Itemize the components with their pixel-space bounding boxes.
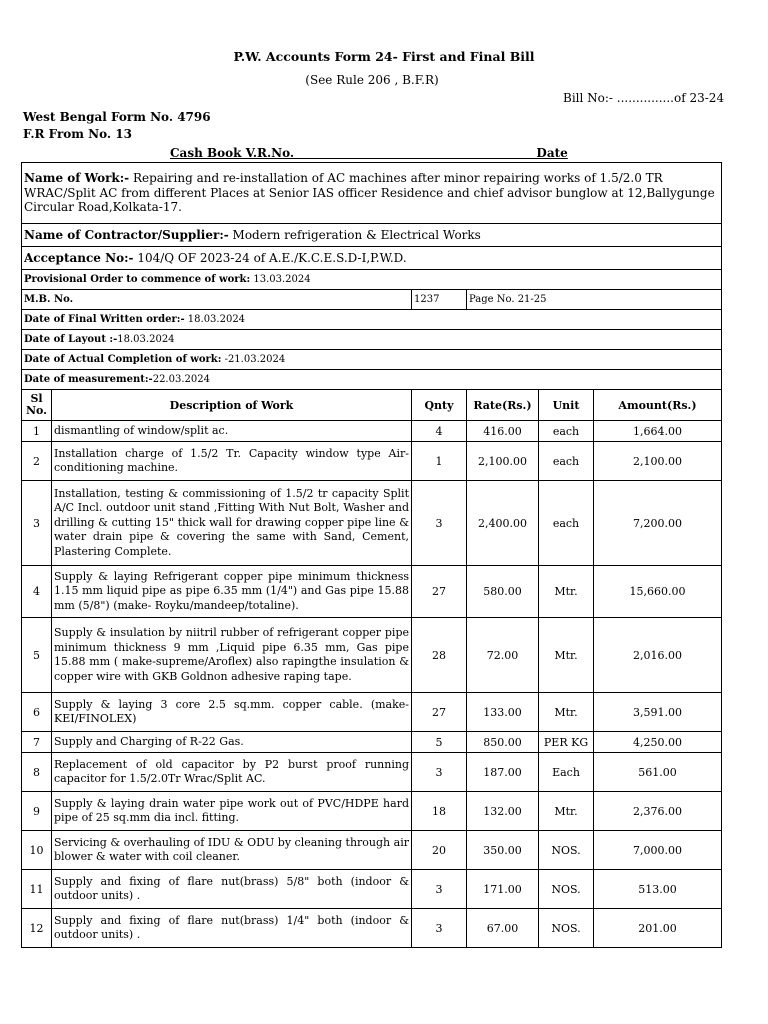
- item-sl-no: 1: [22, 421, 52, 442]
- contractor-row: [22, 224, 722, 247]
- item-amount: 3,591.00: [594, 693, 722, 732]
- item-amount: 2,016.00: [594, 618, 722, 693]
- item-description: Servicing & overhauling of IDU & ODU by cleaning through air blower & water with coil cleaner.: [52, 831, 412, 870]
- item-row: [22, 618, 722, 693]
- item-rate: 416.00: [467, 421, 539, 442]
- acceptance-cell: [22, 247, 722, 270]
- provisional-order-label: Provisional Order to commence of work:: [24, 274, 251, 285]
- item-qty: 27: [412, 693, 467, 732]
- item-description: Supply & laying 3 core 2.5 sq.mm. copper cable. (make-KEI/FINOLEX): [52, 693, 412, 732]
- item-amount: 7,200.00: [594, 481, 722, 566]
- item-sl-no: 9: [22, 792, 52, 831]
- item-qty: 4: [412, 421, 467, 442]
- item-qty: 3: [412, 481, 467, 566]
- item-unit: Mtr.: [539, 618, 594, 693]
- completion-date-value: -21.03.2024: [221, 354, 286, 365]
- item-unit: NOS.: [539, 831, 594, 870]
- item-rate: 72.00: [467, 618, 539, 693]
- mb-label: M.B. No.: [24, 294, 74, 305]
- item-amount: 2,100.00: [594, 442, 722, 481]
- item-description: Supply & laying Refrigerant copper pipe minimum thickness 1.15 mm liquid pipe as pipe 6.35 mm (1/4") and Gas pipe 15.88 mm (5/8") (make- Royku/mandeep/totaline).: [52, 566, 412, 618]
- name-of-work-value: Repairing and re-installation of AC machines after minor repairing works of 1.5/2.0 TR WRAC/Split AC from different Places at Senior IAS officer Residence and chief advisor bunglow at 12,Ballygunge Circular Road,Kolkata-17.: [24, 171, 715, 215]
- item-description: Supply & insulation by niitril rubber of refrigerant copper pipe minimum thickness 9 mm ,Liquid pipe 6.35 mm, Gas pipe 15.88 mm ( make-supreme/Aroflex) also rapingthe insulation & copper wire with GKB Goldnon adhesive raping tape.: [52, 618, 412, 693]
- item-sl-no: 4: [22, 566, 52, 618]
- acceptance-label: Acceptance No:-: [24, 250, 134, 265]
- item-amount: 15,660.00: [594, 566, 722, 618]
- form-title: P.W. Accounts Form 24- First and Final Bill: [233, 49, 535, 64]
- item-unit: NOS.: [539, 909, 594, 948]
- item-unit: each: [539, 481, 594, 566]
- layout-date-value: 18.03.2024: [117, 334, 175, 345]
- col-header-unit: Unit: [539, 390, 594, 421]
- col-header-description: Description of Work: [52, 390, 412, 421]
- acceptance-row: [22, 247, 722, 270]
- item-row: [22, 870, 722, 909]
- name-of-work-row: [22, 163, 722, 224]
- mb-row: [22, 290, 722, 310]
- layout-date-cell: [22, 330, 722, 350]
- item-unit: Mtr.: [539, 792, 594, 831]
- col-header-rate: Rate(Rs.): [467, 390, 539, 421]
- measurement-date-cell: [22, 370, 722, 390]
- item-description: Installation, testing & commissioning of 1.5/2 tr capacity Split A/C Incl. outdoor unit stand ,Fitting With Nut Bolt, Washer and drilling & cutting 15" thick wall for drawing copper pipe line & water drain pipe & covering the same with Sand, Cement, Plastering Complete.: [52, 481, 412, 566]
- item-qty: 28: [412, 618, 467, 693]
- item-rate: 67.00: [467, 909, 539, 948]
- item-rate: 850.00: [467, 732, 539, 753]
- item-unit: Each: [539, 753, 594, 792]
- item-qty: 3: [412, 909, 467, 948]
- acceptance-value: 104/Q OF 2023-24 of A.E./K.C.E.S.D-I,P.W.D.: [133, 250, 407, 265]
- item-amount: 2,376.00: [594, 792, 722, 831]
- cash-book-line: Cash Book V.R.No. Date: [170, 146, 568, 160]
- item-sl-no: 2: [22, 442, 52, 481]
- item-description: Installation charge of 1.5/2 Tr. Capacity window type Air-conditioning machine.: [52, 442, 412, 481]
- col-header-sl: Sl No.: [22, 390, 52, 421]
- item-sl-no: 3: [22, 481, 52, 566]
- item-sl-no: 11: [22, 870, 52, 909]
- item-row: [22, 442, 722, 481]
- provisional-order-cell: [22, 270, 722, 290]
- fr-form-number: F.R From No. 13: [23, 127, 132, 141]
- contractor-label: Name of Contractor/Supplier:-: [24, 227, 229, 242]
- final-order-label: Date of Final Written order:-: [24, 314, 185, 325]
- item-row: [22, 481, 722, 566]
- measurement-date-row: [22, 370, 722, 390]
- item-sl-no: 10: [22, 831, 52, 870]
- item-unit: NOS.: [539, 870, 594, 909]
- column-header-row: [22, 390, 722, 421]
- completion-date-cell: [22, 350, 722, 370]
- item-description: Supply & laying drain water pipe work out of PVC/HDPE hard pipe of 25 sq.mm dia incl. fitting.: [52, 792, 412, 831]
- item-rate: 580.00: [467, 566, 539, 618]
- item-rate: 2,100.00: [467, 442, 539, 481]
- completion-date-label: Date of Actual Completion of work:: [24, 354, 222, 365]
- contractor-cell: [22, 224, 722, 247]
- item-qty: 3: [412, 870, 467, 909]
- item-sl-no: 12: [22, 909, 52, 948]
- item-amount: 513.00: [594, 870, 722, 909]
- item-rate: 2,400.00: [467, 481, 539, 566]
- item-description: Supply and Charging of R-22 Gas.: [52, 732, 412, 753]
- bill-number: Bill No:- ...............of 23-24: [563, 91, 725, 105]
- item-qty: 3: [412, 753, 467, 792]
- item-description: Supply and fixing of flare nut(brass) 5/8" both (indoor & outdoor units) .: [52, 870, 412, 909]
- item-qty: 18: [412, 792, 467, 831]
- item-description: dismantling of window/split ac.: [52, 421, 412, 442]
- final-order-cell: [22, 310, 722, 330]
- item-amount: 7,000.00: [594, 831, 722, 870]
- item-description: Supply and fixing of flare nut(brass) 1/4" both (indoor & outdoor units) .: [52, 909, 412, 948]
- item-rate: 133.00: [467, 693, 539, 732]
- west-bengal-form-number: West Bengal Form No. 4796: [23, 110, 211, 124]
- provisional-order-row: [22, 270, 722, 290]
- item-unit: each: [539, 421, 594, 442]
- bill-table: [21, 162, 722, 948]
- item-unit: each: [539, 442, 594, 481]
- item-qty: 1: [412, 442, 467, 481]
- col-header-amount: Amount(Rs.): [594, 390, 722, 421]
- item-row: [22, 693, 722, 732]
- item-unit: Mtr.: [539, 693, 594, 732]
- item-unit: PER KG: [539, 732, 594, 753]
- name-of-work-cell: [22, 163, 722, 224]
- measurement-date-value: 22.03.2024: [152, 374, 210, 385]
- item-rate: 187.00: [467, 753, 539, 792]
- item-amount: 4,250.00: [594, 732, 722, 753]
- mb-label-cell: [22, 290, 412, 310]
- name-of-work-label: Name of Work:-: [24, 171, 130, 186]
- layout-date-label: Date of Layout :-: [24, 334, 118, 345]
- col-header-qty: Qnty: [412, 390, 467, 421]
- final-order-value: 18.03.2024: [184, 314, 246, 325]
- item-amount: 1,664.00: [594, 421, 722, 442]
- item-amount: 201.00: [594, 909, 722, 948]
- page-number: Page No. 21-25: [467, 290, 722, 310]
- item-row: [22, 732, 722, 753]
- item-sl-no: 8: [22, 753, 52, 792]
- item-unit: Mtr.: [539, 566, 594, 618]
- item-row: [22, 566, 722, 618]
- item-qty: 27: [412, 566, 467, 618]
- provisional-order-value: 13.03.2024: [250, 274, 311, 285]
- item-qty: 5: [412, 732, 467, 753]
- measurement-date-label: Date of measurement:-: [24, 374, 153, 385]
- completion-date-row: [22, 350, 722, 370]
- item-sl-no: 5: [22, 618, 52, 693]
- final-order-row: [22, 310, 722, 330]
- item-row: [22, 753, 722, 792]
- form-subtitle: (See Rule 206 , B.F.R): [305, 73, 439, 87]
- contractor-value: Modern refrigeration & Electrical Works: [228, 227, 481, 242]
- item-rate: 132.00: [467, 792, 539, 831]
- item-row: [22, 792, 722, 831]
- item-description: Replacement of old capacitor by P2 burst proof running capacitor for 1.5/2.0Tr Wrac/Split AC.: [52, 753, 412, 792]
- item-row: [22, 421, 722, 442]
- item-sl-no: 7: [22, 732, 52, 753]
- item-row: [22, 909, 722, 948]
- layout-date-row: [22, 330, 722, 350]
- item-row: [22, 831, 722, 870]
- item-sl-no: 6: [22, 693, 52, 732]
- mb-value: 1237: [412, 290, 467, 310]
- item-rate: 350.00: [467, 831, 539, 870]
- item-qty: 20: [412, 831, 467, 870]
- item-rate: 171.00: [467, 870, 539, 909]
- item-amount: 561.00: [594, 753, 722, 792]
